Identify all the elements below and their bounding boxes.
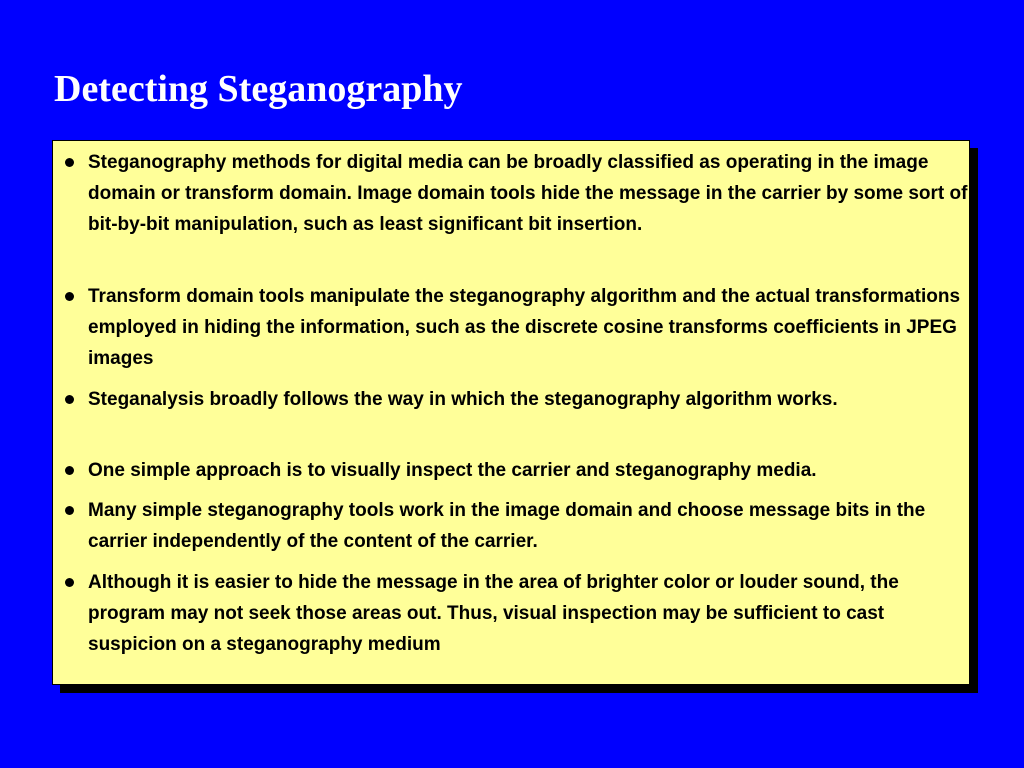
bullet-text: Although it is easier to hide the message in the area of brighter color or louder sound, the program may not seek those areas out. Thus, visual inspection may be sufficient to cast suspicion on a steganography medium <box>88 572 899 655</box>
slide-title: Detecting Steganography <box>54 68 463 110</box>
content-box <box>52 140 970 685</box>
bullet-text: Steganography methods for digital media can be broadly classified as operating in the image domain or transform domain. Image domain tools hide the message in the carrier by some sort of bit-by-bit manipulation, such as least significant bit insertion. <box>88 152 968 235</box>
bullet-dot-icon <box>65 158 74 167</box>
bullet-dot-icon <box>65 395 74 404</box>
bullet-text: Many simple steganography tools work in the image domain and choose message bits in the carrier independently of the content of the carrier. <box>88 500 926 552</box>
bullet-dot-icon <box>65 506 74 515</box>
bullet-text: One simple approach is to visually inspect the carrier and steganography media. <box>88 460 817 481</box>
bullet-dot-icon <box>65 292 74 301</box>
bullet-dot-icon <box>65 466 74 475</box>
bullet-dot-icon <box>65 578 74 587</box>
bullet-text: Steganalysis broadly follows the way in which the steganography algorithm works. <box>88 389 838 410</box>
bullet-text: Transform domain tools manipulate the steganography algorithm and the actual transformations employed in hiding the information, such as the discrete cosine transforms coefficients in JPEG images <box>88 286 961 369</box>
